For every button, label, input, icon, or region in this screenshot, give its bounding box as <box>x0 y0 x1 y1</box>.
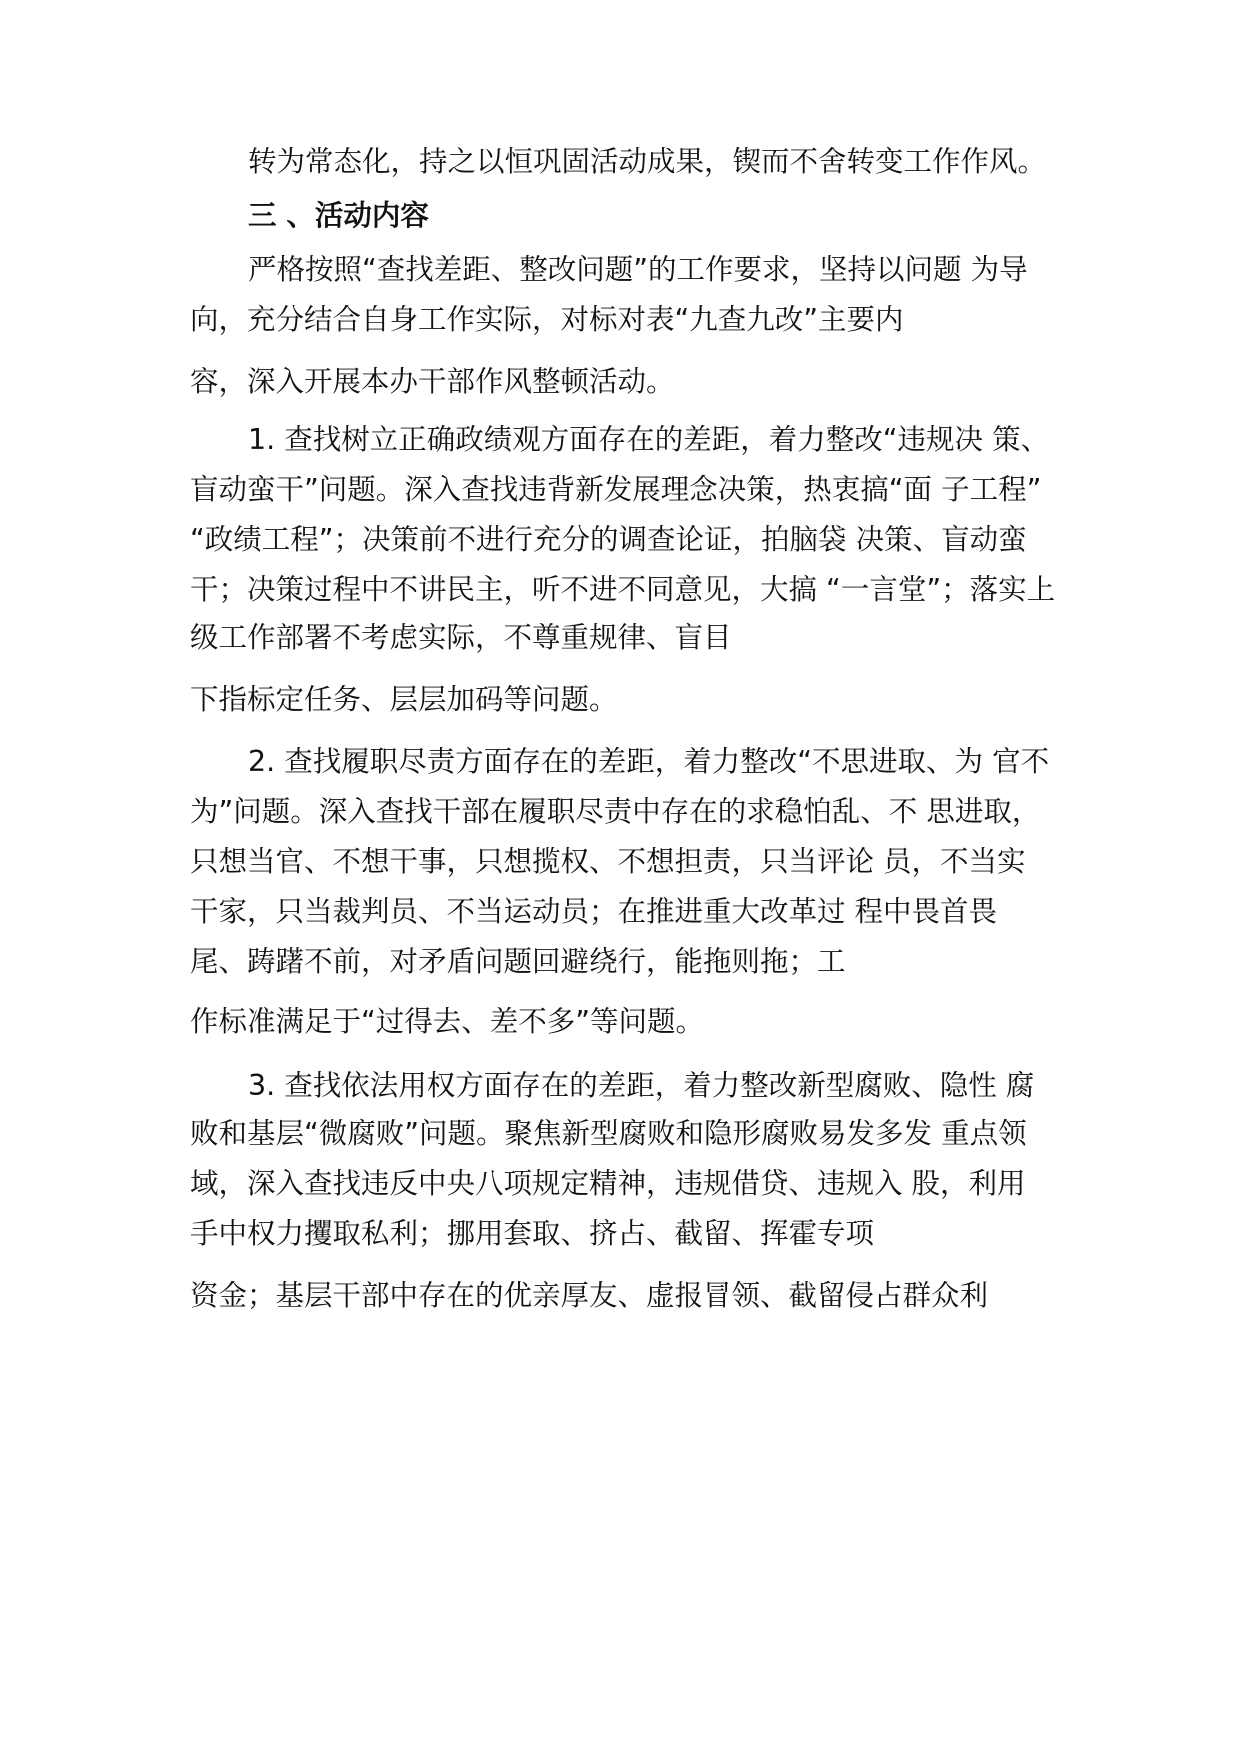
body-line: 干；决策过程中不讲民主，听不进不同意见，大搞 “一言堂”；落实上 <box>190 573 1056 606</box>
body-line: 资金；基层干部中存在的优亲厚友、虚报冒领、截留侵占群众利 <box>190 1279 989 1312</box>
item-line: 2. 查找履职尽责方面存在的差距，着力整改“不思进取、为 官不 <box>248 745 1050 778</box>
body-line: 作标准满足于“过得去、差不多”等问题。 <box>190 1005 705 1038</box>
body-line: “政绩工程”；决策前不进行充分的调查论证，拍脑袋 决策、盲动蛮 <box>190 523 1027 556</box>
body-line: 转为常态化，持之以恒巩固活动成果，锲而不舍转变工作作风。 <box>248 145 1047 178</box>
body-line: 败和基层“微腐败”问题。聚焦新型腐败和隐形腐败易发多发 重点领 <box>190 1117 1027 1150</box>
body-line: 下指标定任务、层层加码等问题。 <box>190 683 618 716</box>
body-line: 级工作部署不考虑实际，不尊重规律、盲目 <box>190 621 732 654</box>
body-line: 干家，只当裁判员、不当运动员；在推进重大改革过 程中畏首畏 <box>190 895 998 928</box>
body-line: 域，深入查找违反中央八项规定精神，违规借贷、违规入 股，利用 <box>190 1167 1026 1200</box>
body-line: 向，充分结合自身工作实际，对标对表“九查九改”主要内 <box>190 303 904 336</box>
body-line: 手中权力攫取私利；挪用套取、挤占、截留、挥霍专项 <box>190 1217 875 1250</box>
body-line: 容，深入开展本办干部作风整顿活动。 <box>190 365 675 398</box>
body-line: 尾、踌躇不前，对矛盾问题回避绕行，能拖则拖；工 <box>190 945 846 978</box>
item-line: 1. 查找树立正确政绩观方面存在的差距，着力整改“违规决 策、 <box>248 423 1050 456</box>
body-line: 严格按照“查找差距、整改问题”的工作要求，坚持以问题 为导 <box>248 253 1028 286</box>
body-line: 盲动蛮干”问题。深入查找违背新发展理念决策，热衷搞“面 子工程” <box>190 473 1042 506</box>
body-line: 为”问题。深入查找干部在履职尽责中存在的求稳怕乱、不 思进取， <box>190 795 1041 828</box>
item-line: 3. 查找依法用权方面存在的差距，着力整改新型腐败、隐性 腐 <box>248 1069 1035 1102</box>
section-heading: 三 、活动内容 <box>248 199 429 232</box>
body-line: 只想当官、不想干事，只想揽权、不想担责，只当评论 员，不当实 <box>190 845 1026 878</box>
